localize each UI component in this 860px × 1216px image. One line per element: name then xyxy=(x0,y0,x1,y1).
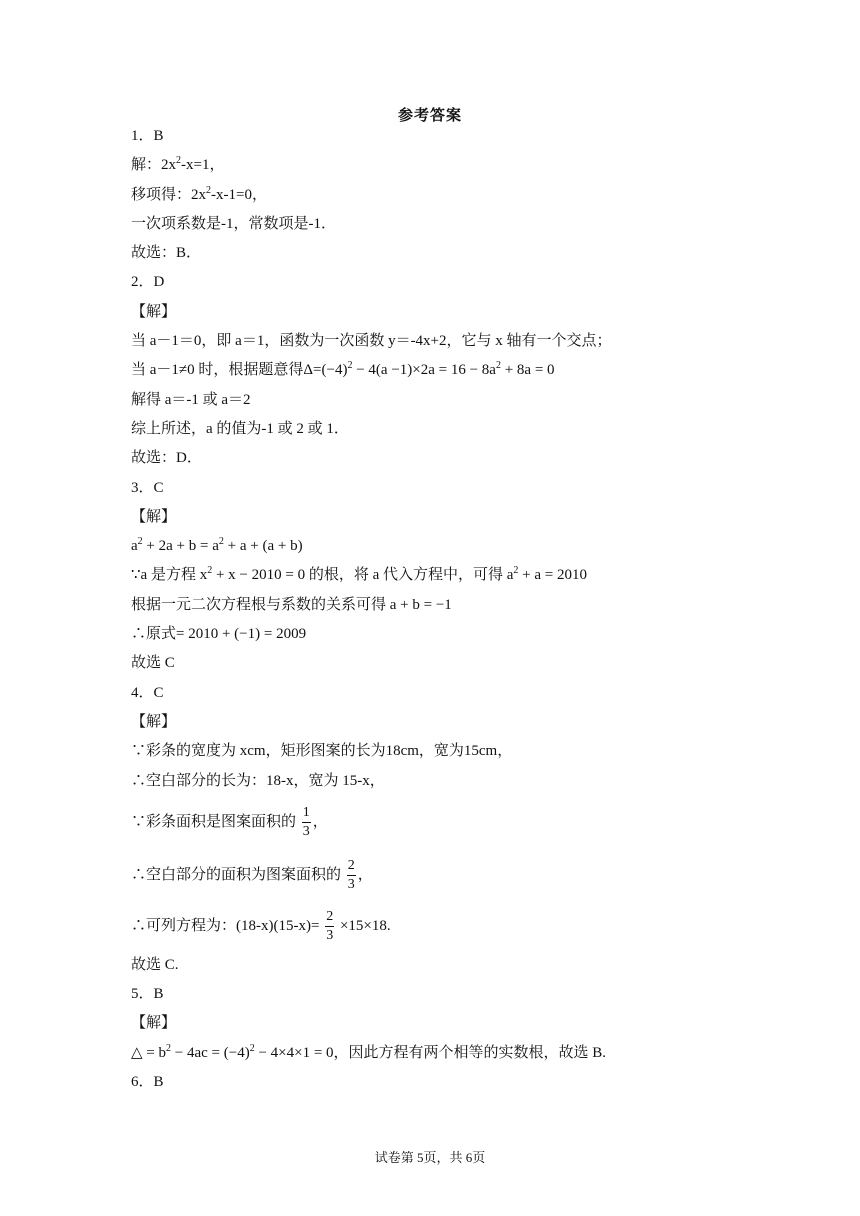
answer-line: 故选 C. xyxy=(131,956,179,973)
answer-line: 3．C xyxy=(131,479,164,496)
answer-line: 故选：B． xyxy=(131,245,202,262)
answer-line: △ = $b^2 - 4ac = (-4)^2 - 4\times 4\times 1 = 0$，因此方程有两个相等的实数根，故选 B. xyxy=(131,1042,607,1061)
answer-line: $a^2 + 2a + b = a^2 + a + (a + b)$ xyxy=(131,536,303,555)
answer-line: 【解】 xyxy=(131,713,177,730)
answer-line: 【解】 xyxy=(131,1015,177,1032)
answer-line: 【解】 xyxy=(131,303,177,320)
answer-line: 5．B xyxy=(131,986,164,1003)
answer-line: ∵彩条的宽度为 xcm，矩形图案的长为18cm，宽为15cm， xyxy=(131,743,513,760)
answer-line: 根据一元二次方程根与系数的关系可得 a + b = −1 xyxy=(131,596,452,613)
answer-line: 解得 a＝-1 或 a＝2 xyxy=(131,391,251,408)
answer-line: ∵a 是方程 $x^2 + x - 2010 = 0$ 的根，将 a 代入方程中，可得 $a^2 + a = 2010$ xyxy=(131,565,587,584)
answer-line: 移项得：$2x^2-x-1=0$， xyxy=(131,184,267,203)
answer-line: ∴空白部分的面积为图案面积的 $\frac{2}{3}$ ， xyxy=(131,857,373,892)
answer-line: 1．B xyxy=(131,128,164,144)
answer-line: 当 a－1＝0，即 a＝1，函数为一次函数 y＝-4x+2，它与 x 轴有一个交点； xyxy=(131,333,612,350)
answer-line: 故选 C xyxy=(131,655,175,672)
answer-line: 6．B xyxy=(131,1074,164,1091)
fraction: $\frac{1}{3}$ xyxy=(302,804,310,839)
answer-line: ∵彩条面积是图案面积的 $\frac{1}{3}$ ， xyxy=(131,804,328,839)
page-title: 参考答案 xyxy=(397,108,462,124)
answer-line: 【解】 xyxy=(131,508,177,525)
answer-line: 综上所述，a 的值为-1 或 2 或 1． xyxy=(131,420,349,437)
answer-line: 解：$2x^2-x=1$， xyxy=(131,155,225,174)
fraction: $\frac{2}{3}$ xyxy=(347,857,355,892)
answer-line: 故选：D． xyxy=(131,450,202,467)
answer-line: ∴原式= 2010 + (−1) = 2009 xyxy=(131,626,307,643)
fraction: $\frac{2}{3}$ xyxy=(326,908,334,943)
answer-line: 2．D xyxy=(131,274,165,291)
answer-line: ∴可列方程为：(18-x)(15-x)= $\frac{2}{3}$ ×15×18. xyxy=(131,908,391,943)
answer-line: 当 a－1≠0 时，根据题意得$\Delta=(-4)^2 - 4(a -1)\times 2a = 16 - 8a^2 + 8a = 0$ xyxy=(131,360,555,379)
answer-line: ∴空白部分的长为：18-x，宽为 15-x， xyxy=(131,772,385,789)
page-footer: 试卷第 5页，共 6页 xyxy=(374,1150,486,1165)
answer-line: 4．C xyxy=(131,684,164,701)
answer-line: 一次项系数是-1，常数项是-1． xyxy=(131,215,336,232)
answer-content xyxy=(131,122,731,1097)
